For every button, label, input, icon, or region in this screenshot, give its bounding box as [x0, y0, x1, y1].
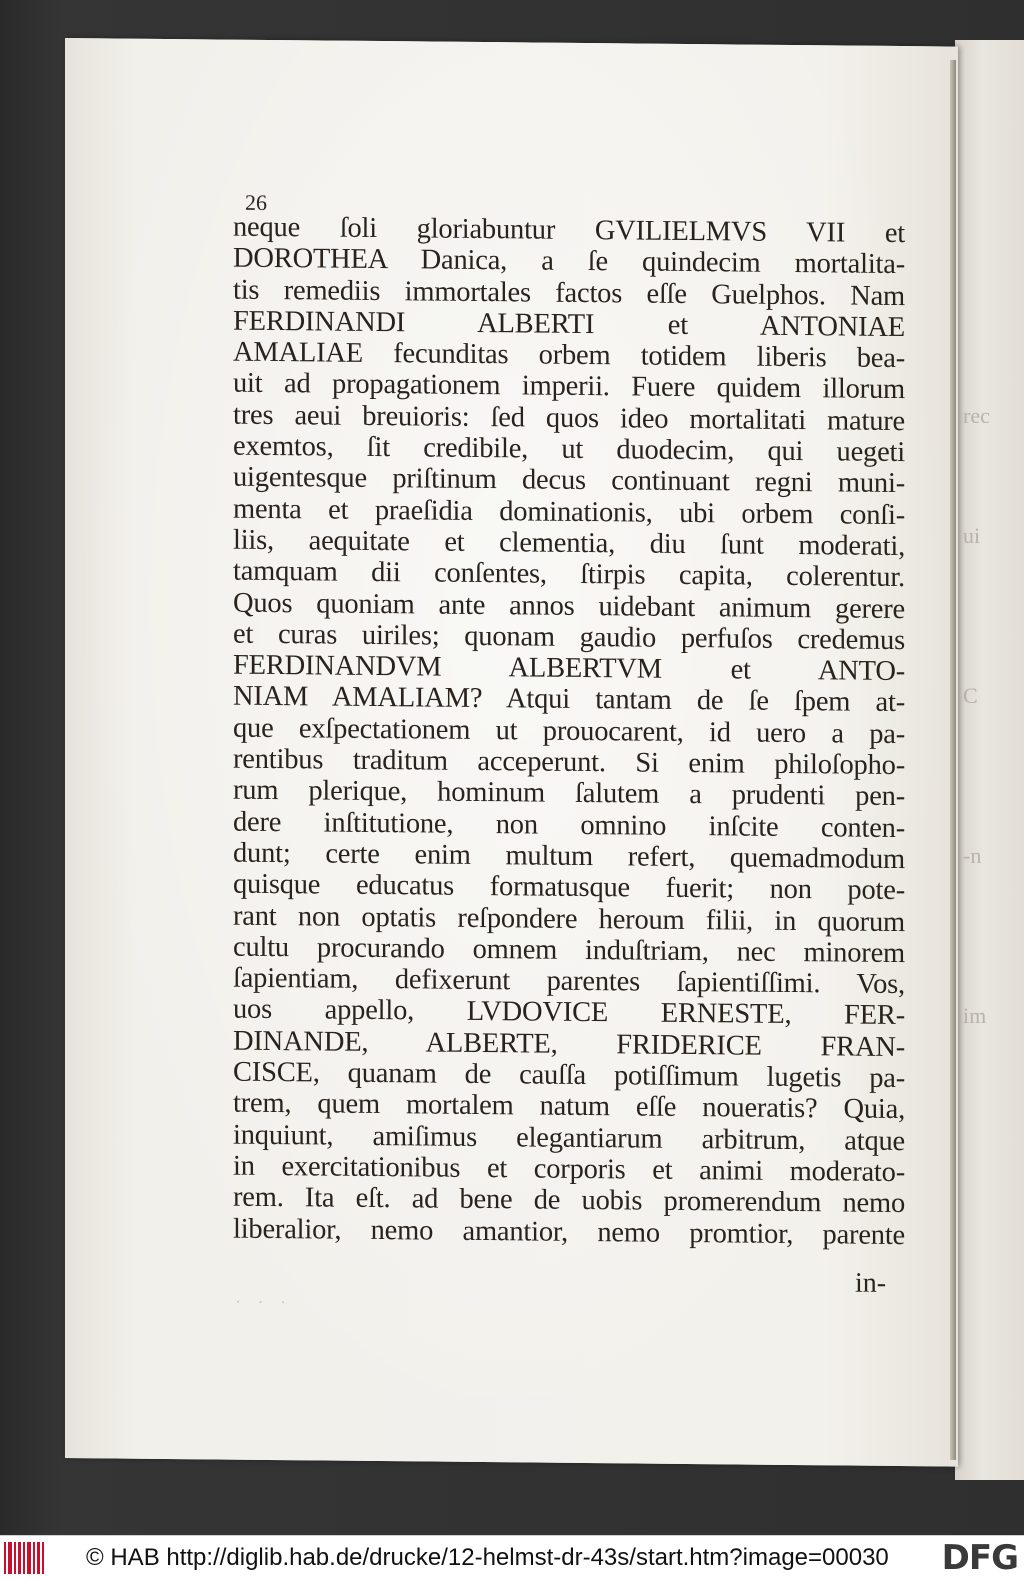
text-line: FERDINANDI ALBERTI et ANTONIAE	[233, 305, 905, 343]
text-line: cultu procurando omnem induſtriam, nec minorem	[233, 931, 905, 969]
book-page	[65, 38, 958, 1467]
text-line: uos appello, LVDOVICE ERNESTE, FER-	[233, 994, 905, 1032]
text-line: ſapientiam, defixerunt parentes ſapientiſſimi. Vos,	[233, 962, 905, 1001]
text-line: rem. Ita eſt. ad bene de uobis promerendum nemo	[233, 1181, 905, 1220]
page-number: 26	[245, 189, 267, 215]
text-line: CISCE, quanam de cauſſa potiſſimum lugetis pa-	[233, 1056, 905, 1095]
show-through-ink: · · ·	[235, 1291, 292, 1313]
facing-page-edge: rec ui C -n im	[955, 40, 1024, 1480]
copyright-url[interactable]: © HAB http://diglib.hab.de/drucke/12-helmst-dr-43s/start.htm?image=00030	[86, 1544, 889, 1571]
text-line: uigentesque priſtinum decus continuant regni muni-	[233, 461, 905, 500]
text-line: uit ad propagationem imperii. Fuere quidem illorum	[233, 368, 905, 406]
page-gutter-shadow	[950, 60, 956, 1460]
footer-bar	[0, 1535, 1024, 1579]
text-line: DOROTHEA Danica, a ſe quindecim mortalita-	[233, 242, 905, 281]
text-line: liis, aequitate et clementia, diu ſunt moderati,	[233, 524, 905, 563]
text-line: NIAM AMALIAM? Atqui tantam de ſe ſpem at-	[233, 681, 905, 719]
text-line: exemtos, ſit credibile, ut duodecim, qui uegeti	[233, 430, 905, 469]
text-line: tres aeui breuioris: ſed quos ideo mortalitati mature	[233, 399, 905, 437]
text-line: que exſpectationem ut prouocarent, id uero a pa-	[233, 712, 905, 750]
text-line: tis remediis immortales factos eſſe Guelphos. Nam	[233, 274, 905, 312]
text-line: dere inſtitutione, non omnino inſcite conten-	[233, 806, 905, 844]
text-line: et curas uiriles; quonam gaudio perfuſos credemus	[233, 618, 905, 656]
text-line: DINANDE, ALBERTE, FRIDERICE FRAN-	[233, 1025, 905, 1063]
text-line: rentibus traditum acceperunt. Si enim philoſopho-	[233, 743, 905, 782]
text-line: trem, quem mortalem natum eſſe noueratis? Quia,	[233, 1087, 905, 1126]
text-line: FERDINANDVM ALBERTVM et ANTO-	[233, 649, 905, 688]
text-line: in exercitationibus et corporis et animi moderato-	[233, 1150, 905, 1188]
text-line: quisque educatus formatusque fuerit; non pote-	[233, 868, 905, 907]
text-line: liberalior, nemo amantior, nemo promtior, parente	[233, 1213, 905, 1251]
text-line: inquiunt, amiſimus elegantiarum arbitrum, atque	[233, 1119, 905, 1157]
text-line: Quos quoniam ante annos uidebant animum gerere	[233, 587, 905, 625]
body-text	[233, 212, 905, 1251]
catchword: in-	[855, 1267, 887, 1299]
text-line: neque ſoli gloriabuntur GVILIELMVS VII et	[233, 211, 905, 250]
hab-barcode-icon	[4, 1542, 46, 1574]
text-line: tamquam dii conſentes, ſtirpis capita, colerentur.	[233, 555, 905, 594]
text-line: rant non optatis reſpondere heroum filii, in quorum	[233, 900, 905, 938]
text-line: menta et praeſidia dominationis, ubi orbem conſi-	[233, 493, 905, 531]
text-line: AMALIAE fecunditas orbem totidem liberis bea-	[233, 336, 905, 375]
text-line: rum plerique, hominum ſalutem a prudenti pen-	[233, 774, 905, 813]
text-line: dunt; certe enim multum refert, quemadmodum	[233, 837, 905, 876]
dfg-logo: DFG	[941, 1538, 1018, 1578]
